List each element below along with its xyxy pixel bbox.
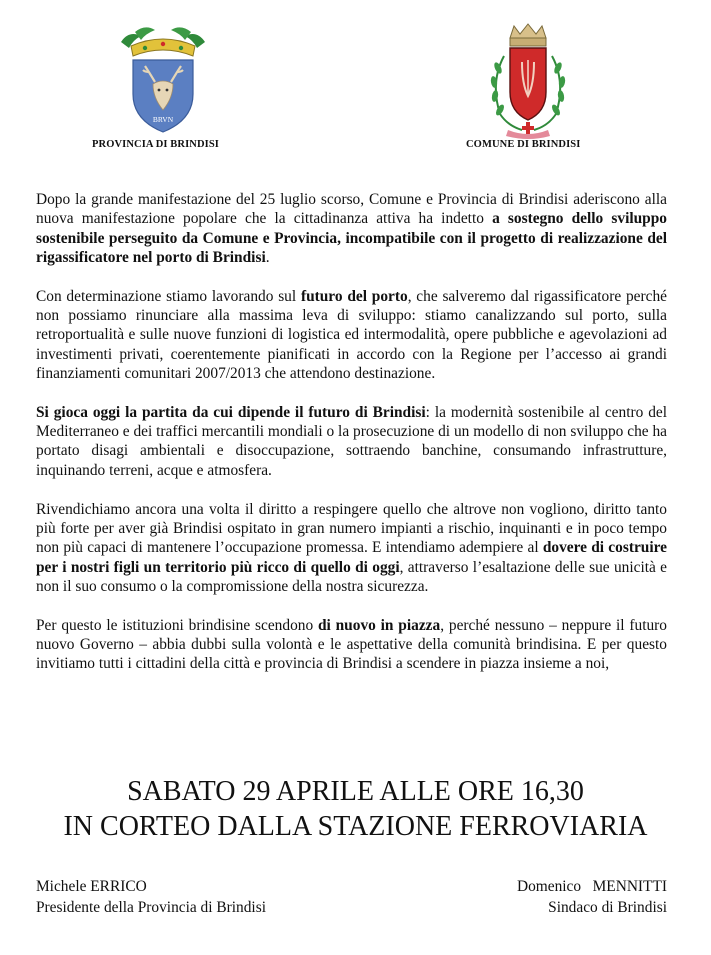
paragraph-text: , attraverso l’esaltazione delle sue unicità e non il suo consumo o la compromissione della nostra sicurezza.: [36, 558, 667, 595]
comune-caption: COMUNE DI BRINDISI: [466, 139, 581, 150]
paragraph: [36, 190, 667, 267]
provincia-stemma-text: BRVN: [152, 115, 174, 124]
provincia-stemma-icon: [115, 22, 211, 134]
paragraph-text: Con determinazione stiamo lavorando sul: [36, 287, 301, 305]
paragraph-bold-text: futuro del porto: [300, 287, 408, 305]
paragraph-text: : la modernità sostenibile al centro del Mediterraneo e dei traffici mercantili mondiali o la prosecuzione di un modello di non sviluppo che ha portato disagi ambientali e disoccupazione, sottraendo banchine, consumando infrastrutture, inquinando terreni, acque e atmosfera.: [36, 403, 667, 479]
event-place-headline: IN CORTEO DALLA STAZIONE FERROVIARIA: [63, 811, 648, 842]
paragraph-bold-text: a sostegno dello sviluppo sostenibile perseguito da Comune e Provincia, incompatibile con il progetto di realizzazione del rigassificatore nel porto di Brindisi: [36, 210, 667, 266]
comune-stemma-icon: [478, 22, 578, 140]
paragraph-text: , perché nessuno – neppure il futuro nuovo Governo – abbia dubbi sulla volontà e le aspettative della comunità brindisina. E per questo invitiamo tutti i cittadini della città e provincia di Brindisi a scendere in piazza insieme a noi,: [36, 616, 667, 673]
paragraph: [36, 616, 667, 674]
paragraph-bold-text: dovere di costruire per i nostri figli un territorio più ricco di quello di oggi: [36, 539, 667, 576]
paragraph: [36, 500, 667, 596]
paragraph-text: Rivendichiamo ancora una volta il diritto a respingere quello che altrove non vogliono, diritto tanto più forte per aver già Brindisi ospitato in gran numero impianti a rischio, inquinanti e in poco tempo non più capaci di mantenere l’occupazione promessa. E intendiamo adempiere al: [36, 500, 667, 557]
paragraph-text: Dopo la grande manifestazione del 25 luglio scorso, Comune e Provincia di Brindisi aderiscono alla nuova manifestazione popolare che la cittadinanza attiva ha indetto: [36, 191, 667, 228]
signature-comune: [517, 876, 667, 918]
letter-body: [36, 190, 667, 693]
signature-left-role: Presidente della Provincia di Brindisi: [36, 899, 266, 916]
signature-left-name: Michele ERRICO: [36, 878, 147, 895]
provincia-caption: PROVINCIA DI BRINDISI: [92, 139, 219, 150]
signature-right-name: Domenico MENNITTI: [516, 878, 667, 895]
event-date-headline: SABATO 29 APRILE ALLE ORE 16,30: [127, 776, 584, 807]
signature-right-role: Sindaco di Brindisi: [548, 899, 667, 916]
paragraph-bold-text: Si gioca oggi la partita da cui dipende il futuro di Brindisi: [36, 403, 426, 421]
paragraph-text: , che salveremo dal rigassificatore perché non possiamo rinunciare alla massima leva di sviluppo: stiamo canalizzando sul porto, sulla retroportualità e sulle nuove funzioni di logistica ed intermodalità, opere pubbliche e agevolazioni ad investimenti privati, coerentemente pianificati in accordo con la Regione per l’accesso ai grandi finanziamenti comunitari 2007/2013 che attendono destinazione.: [36, 287, 667, 382]
paragraph-text: Per questo le istituzioni brindisine scendono: [36, 616, 318, 634]
paragraph: [36, 403, 667, 480]
paragraph-text: .: [265, 248, 270, 266]
paragraph: [36, 287, 667, 383]
signature-provincia: [36, 876, 266, 918]
paragraph-bold-text: di nuovo in piazza: [317, 616, 441, 634]
